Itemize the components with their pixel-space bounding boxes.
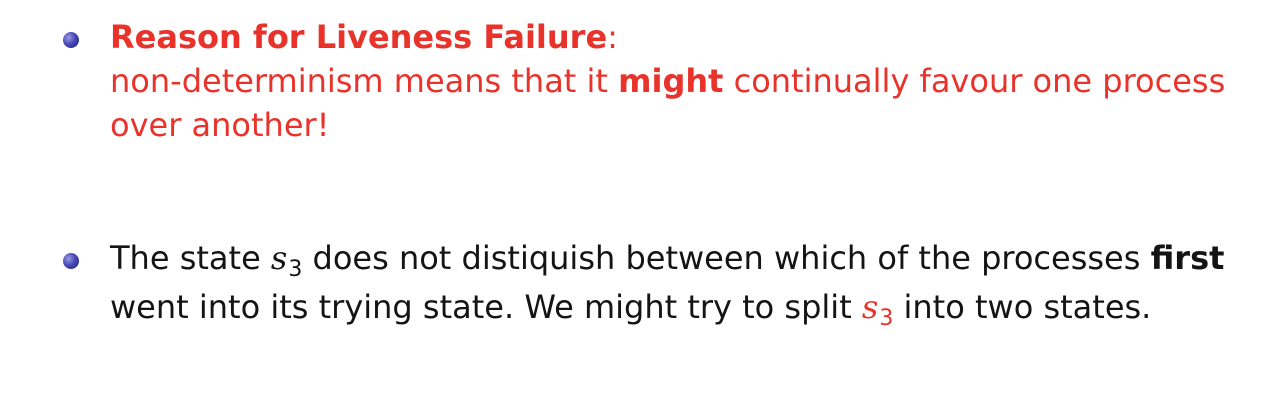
emphasis-first: first (1150, 239, 1225, 277)
text-c: went into its trying state. We might try to split (110, 288, 862, 326)
bullet-icon (63, 253, 79, 269)
item-text (110, 18, 1225, 144)
state-s3-symbol-highlight: $s_3$ (861, 288, 894, 331)
state-s3-symbol: $s_3$ (270, 239, 303, 282)
bullet-item-liveness-failure (110, 15, 1240, 147)
text-d: into two states. (893, 288, 1152, 326)
item-heading: Reason for Liveness Failure (110, 18, 608, 56)
text-b: does not distiquish between which of the processes (302, 239, 1151, 277)
text-after: continually favour one process over another! (110, 62, 1226, 144)
text-a: The state (110, 239, 271, 277)
bullet-icon (63, 32, 79, 48)
bullet-item-state-s3 (110, 236, 1240, 334)
heading-colon: : (607, 18, 618, 56)
emphasis-might: might (618, 62, 724, 100)
text-before: non-determinism means that it (110, 62, 619, 100)
